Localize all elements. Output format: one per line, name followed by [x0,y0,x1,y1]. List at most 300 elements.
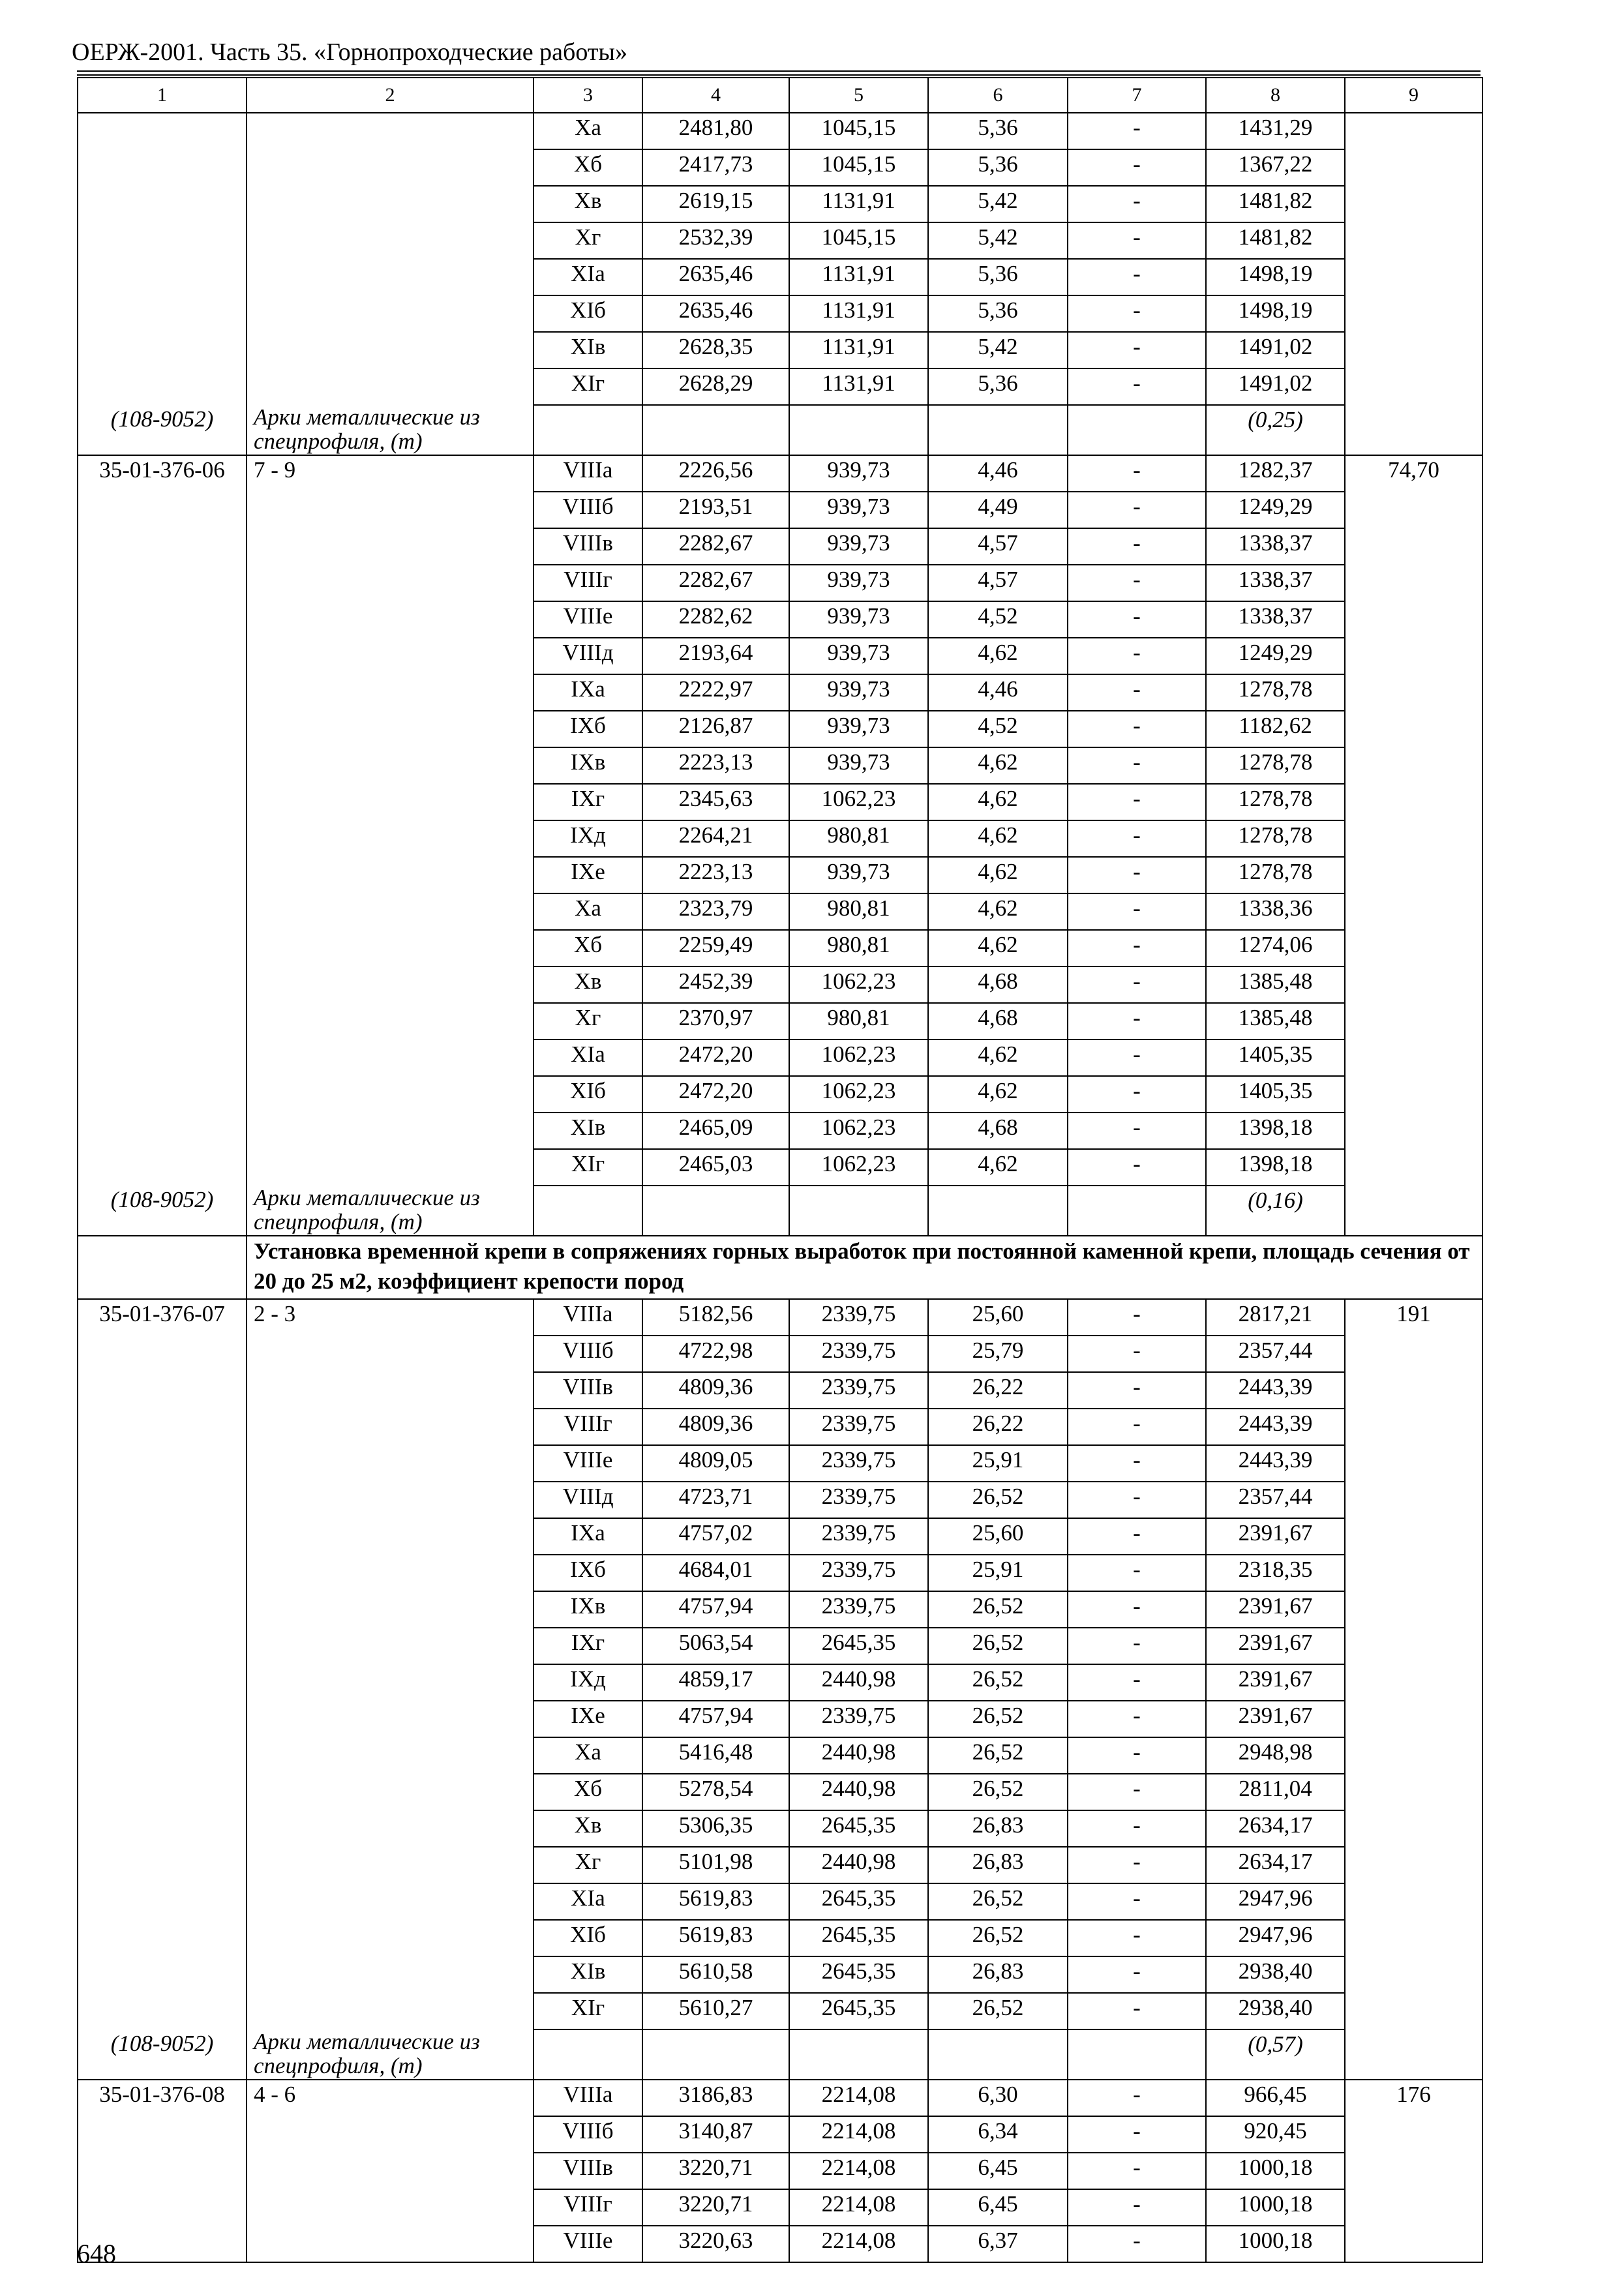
value-cell: - [1068,186,1206,222]
value-cell: 5306,35 [642,1810,789,1847]
value-cell: VIIIв [534,2153,642,2189]
column-9-value [1345,1628,1482,1664]
value-cell: 2391,67 [1206,1701,1345,1737]
material-row [78,1186,1482,1236]
value-cell: 4,62 [928,857,1068,893]
value-cell: 1182,62 [1206,711,1345,747]
empty-cell [1068,1186,1206,1236]
value-cell: 1062,23 [789,1040,928,1076]
value-cell: Xв [534,186,642,222]
value-cell: VIIIe [534,1445,642,1482]
value-cell: 939,73 [789,674,928,711]
table-row [78,295,1482,332]
value-cell: 4,49 [928,492,1068,528]
table-row [78,186,1482,222]
work-description [247,1555,534,1591]
value-cell: 25,91 [928,1445,1068,1482]
value-cell: VIIIв [534,1372,642,1409]
value-cell: 1498,19 [1206,259,1345,295]
column-9-value [1345,1993,1482,2029]
column-number: 1 [78,78,247,113]
value-cell: 2645,35 [789,1810,928,1847]
value-cell: - [1068,1774,1206,1810]
value-cell: 2357,44 [1206,1482,1345,1518]
value-cell: 2645,35 [789,1993,928,2029]
rate-code [78,1518,247,1555]
column-9-value [1345,1555,1482,1591]
value-cell: 26,83 [928,1810,1068,1847]
material-quantity: (0,16) [1206,1186,1345,1236]
table-row [78,674,1482,711]
rate-code [78,1113,247,1149]
value-cell: Xб [534,149,642,186]
value-cell: 1278,78 [1206,857,1345,893]
value-cell: 2472,20 [642,1040,789,1076]
value-cell: 1405,35 [1206,1076,1345,1113]
rate-code [78,492,247,528]
value-cell: 2481,80 [642,113,789,149]
value-cell: Xб [534,930,642,966]
value-cell: 1131,91 [789,186,928,222]
table-row [78,1555,1482,1591]
value-cell: 4684,01 [642,1555,789,1591]
value-cell: - [1068,1993,1206,2029]
value-cell: - [1068,638,1206,674]
column-9-value [1345,1482,1482,1518]
column-number: 3 [534,78,642,113]
value-cell: - [1068,1076,1206,1113]
value-cell: - [1068,295,1206,332]
value-cell: 25,60 [928,1518,1068,1555]
rate-code [78,1040,247,1076]
column-9-value [1345,1040,1482,1076]
value-cell: 1000,18 [1206,2226,1345,2262]
table-row [78,601,1482,638]
rate-code [78,1482,247,1518]
value-cell: VIIIe [534,2226,642,2262]
rates-table [77,77,1483,2263]
value-cell: 1062,23 [789,1149,928,1186]
material-name: Арки металлические из спецпрофиля, (т) [247,405,534,455]
value-cell: 2282,67 [642,565,789,601]
value-cell: 2391,67 [1206,1664,1345,1701]
column-9-value [1345,1076,1482,1113]
value-cell: 4,62 [928,930,1068,966]
value-cell: 939,73 [789,455,928,492]
value-cell: - [1068,1040,1206,1076]
value-cell: 5,42 [928,222,1068,259]
page-header-title: ОЕРЖ-2001. Часть 35. «Горнопроходческие работы» [72,38,627,66]
value-cell: 26,52 [928,1482,1068,1518]
column-9-value [1345,565,1482,601]
table-row [78,1409,1482,1445]
table-row [78,1003,1482,1040]
value-cell: XIa [534,259,642,295]
value-cell: - [1068,2080,1206,2116]
value-cell: 4,62 [928,1040,1068,1076]
rate-code [78,1076,247,1113]
rate-code [78,1555,247,1591]
work-description [247,1076,534,1113]
table-row [78,149,1482,186]
work-description [247,2153,534,2189]
value-cell: 2214,08 [789,2116,928,2153]
table-row [78,1701,1482,1737]
column-9-value [1345,930,1482,966]
table-row [78,1040,1482,1076]
value-cell: 2645,35 [789,1920,928,1956]
value-cell: 1405,35 [1206,1040,1345,1076]
column-number: 8 [1206,78,1345,113]
value-cell: 1045,15 [789,113,928,149]
value-cell: 2443,39 [1206,1445,1345,1482]
value-cell: 5,36 [928,259,1068,295]
column-9-value [1345,1591,1482,1628]
value-cell: XIб [534,295,642,332]
value-cell: - [1068,966,1206,1003]
value-cell: 26,52 [928,1701,1068,1737]
value-cell: VIIIб [534,1336,642,1372]
work-description [247,1518,534,1555]
value-cell: - [1068,1336,1206,1372]
section-spacer-cell [78,1236,247,1299]
value-cell: 2817,21 [1206,1299,1345,1336]
value-cell: 1045,15 [789,222,928,259]
value-cell: - [1068,1003,1206,1040]
value-cell: IXд [534,1664,642,1701]
value-cell: 2339,75 [789,1336,928,1372]
value-cell: 2259,49 [642,930,789,966]
value-cell: IXa [534,674,642,711]
value-cell: 4757,02 [642,1518,789,1555]
column-9-value [1345,1445,1482,1482]
value-cell: - [1068,1299,1206,1336]
material-code: (108-9052) [78,1186,247,1236]
work-description [247,149,534,186]
value-cell: 3140,87 [642,2116,789,2153]
column-9-value [1345,1664,1482,1701]
value-cell: 2223,13 [642,747,789,784]
column-number-row [78,78,1482,113]
value-cell: 26,52 [928,1737,1068,1774]
rate-code [78,2189,247,2226]
value-cell: 2193,51 [642,492,789,528]
rate-code [78,1409,247,1445]
work-description [247,930,534,966]
column-9-value [1345,1956,1482,1993]
value-cell: 2391,67 [1206,1628,1345,1664]
value-cell: - [1068,1883,1206,1920]
rate-code [78,1445,247,1482]
value-cell: VIIIa [534,2080,642,2116]
rate-code [78,820,247,857]
column-9-value [1345,601,1482,638]
value-cell: 2417,73 [642,149,789,186]
value-cell: IXв [534,1591,642,1628]
value-cell: - [1068,674,1206,711]
value-cell: 4,52 [928,711,1068,747]
value-cell: 2465,03 [642,1149,789,1186]
value-cell: 1000,18 [1206,2189,1345,2226]
work-description [247,1336,534,1372]
column-9-value [1345,784,1482,820]
value-cell: Xa [534,113,642,149]
rate-code [78,1149,247,1186]
value-cell: VIIIг [534,1409,642,1445]
table-row [78,711,1482,747]
value-cell: - [1068,2153,1206,2189]
value-cell: 1249,29 [1206,492,1345,528]
value-cell: IXд [534,820,642,857]
column-9-value [1345,1920,1482,1956]
rate-code [78,1956,247,1993]
value-cell: 939,73 [789,565,928,601]
value-cell: 2339,75 [789,1555,928,1591]
work-description [247,747,534,784]
value-cell: 1491,02 [1206,332,1345,368]
value-cell: 2634,17 [1206,1810,1345,1847]
value-cell: 2214,08 [789,2080,928,2116]
work-description [247,1591,534,1628]
value-cell: 1278,78 [1206,747,1345,784]
empty-cell [642,1186,789,1236]
value-cell: 2214,08 [789,2189,928,2226]
value-cell: 5,42 [928,332,1068,368]
work-description [247,1883,534,1920]
column-9-value [1345,259,1482,295]
value-cell: - [1068,149,1206,186]
empty-cell [928,1186,1068,1236]
rate-code [78,966,247,1003]
table-row [78,1336,1482,1372]
work-description [247,528,534,565]
column-9-value [1345,1113,1482,1149]
rate-code [78,1920,247,1956]
work-description [247,1993,534,2029]
value-cell: 6,34 [928,2116,1068,2153]
table-row [78,113,1482,149]
value-cell: 2635,46 [642,295,789,332]
column-number: 5 [789,78,928,113]
work-description [247,820,534,857]
material-code: (108-9052) [78,2029,247,2080]
work-description [247,1956,534,1993]
value-cell: 2645,35 [789,1956,928,1993]
value-cell: IXe [534,1701,642,1737]
value-cell: 4,62 [928,820,1068,857]
empty-cell [1068,405,1206,455]
header-rule-top [77,70,1481,72]
value-cell: - [1068,1409,1206,1445]
value-cell: 4809,05 [642,1445,789,1482]
value-cell: - [1068,1518,1206,1555]
column-9-value: 191 [1345,1299,1482,1336]
value-cell: XIa [534,1883,642,1920]
table-row [78,2080,1482,2116]
value-cell: 1131,91 [789,295,928,332]
rate-code [78,332,247,368]
rate-code [78,295,247,332]
rate-code [78,1591,247,1628]
value-cell: - [1068,1555,1206,1591]
value-cell: 4,46 [928,674,1068,711]
empty-cell [642,2029,789,2080]
material-name: Арки металлические из спецпрофиля, (т) [247,1186,534,1236]
value-cell: 4723,71 [642,1482,789,1518]
column-9-value [1345,1336,1482,1372]
value-cell: 2938,40 [1206,1956,1345,1993]
value-cell: 939,73 [789,857,928,893]
table-row [78,1445,1482,1482]
rate-code [78,1372,247,1409]
empty-cell [1345,405,1482,455]
value-cell: Xa [534,893,642,930]
work-description [247,1445,534,1482]
table-row [78,1774,1482,1810]
value-cell: 26,52 [928,1883,1068,1920]
value-cell: 5,36 [928,113,1068,149]
value-cell: 3220,71 [642,2153,789,2189]
value-cell: 25,60 [928,1299,1068,1336]
column-9-value [1345,1883,1482,1920]
column-9-value [1345,2116,1482,2153]
value-cell: - [1068,2116,1206,2153]
rate-code: 35-01-376-07 [78,1299,247,1336]
value-cell: 939,73 [789,528,928,565]
value-cell: 2339,75 [789,1445,928,1482]
rate-code [78,893,247,930]
value-cell: 939,73 [789,711,928,747]
value-cell: 4,62 [928,1076,1068,1113]
value-cell: Xг [534,1003,642,1040]
column-9-value [1345,1701,1482,1737]
work-description [247,966,534,1003]
rates-table-body [78,78,1482,2262]
page-number: 648 [77,2239,116,2268]
column-9-value [1345,332,1482,368]
empty-cell [534,405,642,455]
value-cell: 2264,21 [642,820,789,857]
value-cell: VIIIд [534,638,642,674]
rate-code [78,601,247,638]
work-description: 7 - 9 [247,455,534,492]
value-cell: 4859,17 [642,1664,789,1701]
value-cell: 2443,39 [1206,1409,1345,1445]
table-row [78,857,1482,893]
work-description [247,2116,534,2153]
work-description [247,601,534,638]
rate-code [78,1810,247,1847]
table-row [78,784,1482,820]
work-description [247,259,534,295]
work-description [247,113,534,149]
value-cell: - [1068,222,1206,259]
table-row [78,259,1482,295]
value-cell: 4,62 [928,893,1068,930]
column-9-value [1345,113,1482,149]
empty-cell [928,2029,1068,2080]
empty-cell [642,405,789,455]
value-cell: 1131,91 [789,259,928,295]
rate-code [78,149,247,186]
column-9-value: 176 [1345,2080,1482,2116]
rate-code [78,1336,247,1372]
value-cell: 6,45 [928,2153,1068,2189]
value-cell: - [1068,893,1206,930]
value-cell: 1062,23 [789,966,928,1003]
value-cell: 26,22 [928,1409,1068,1445]
column-9-value [1345,1810,1482,1847]
value-cell: 2339,75 [789,1701,928,1737]
value-cell: 2282,67 [642,528,789,565]
value-cell: 2628,35 [642,332,789,368]
value-cell: 2339,75 [789,1409,928,1445]
column-9-value [1345,893,1482,930]
value-cell: 2345,63 [642,784,789,820]
rate-code [78,930,247,966]
table-row [78,1920,1482,1956]
table-row [78,1956,1482,1993]
work-description [247,1664,534,1701]
value-cell: 2443,39 [1206,1372,1345,1409]
value-cell: 1338,37 [1206,601,1345,638]
column-number: 9 [1345,78,1482,113]
value-cell: 5278,54 [642,1774,789,1810]
value-cell: 2947,96 [1206,1920,1345,1956]
rate-code [78,711,247,747]
table-row [78,2226,1482,2262]
value-cell: 1338,37 [1206,565,1345,601]
value-cell: VIIIa [534,1299,642,1336]
column-9-value [1345,1372,1482,1409]
rate-code [78,368,247,405]
value-cell: 939,73 [789,601,928,638]
rate-code: 35-01-376-06 [78,455,247,492]
table-row [78,1883,1482,1920]
value-cell: 4757,94 [642,1701,789,1737]
value-cell: - [1068,1847,1206,1883]
work-description [247,857,534,893]
empty-cell [789,1186,928,1236]
work-description [247,492,534,528]
empty-cell [534,2029,642,2080]
work-description [247,638,534,674]
work-description [247,332,534,368]
value-cell: 4,62 [928,747,1068,784]
work-description [247,1003,534,1040]
value-cell: XIб [534,1920,642,1956]
work-description: 2 - 3 [247,1299,534,1336]
value-cell: IXг [534,784,642,820]
value-cell: 2339,75 [789,1591,928,1628]
table-row [78,1482,1482,1518]
value-cell: - [1068,2189,1206,2226]
value-cell: Xб [534,1774,642,1810]
value-cell: Xв [534,1810,642,1847]
value-cell: 1431,29 [1206,113,1345,149]
value-cell: 2628,29 [642,368,789,405]
value-cell: - [1068,1701,1206,1737]
value-cell: 939,73 [789,638,928,674]
table-row [78,1076,1482,1113]
value-cell: - [1068,455,1206,492]
value-cell: 1338,36 [1206,893,1345,930]
value-cell: 2370,97 [642,1003,789,1040]
work-description: 4 - 6 [247,2080,534,2116]
table-row [78,747,1482,784]
value-cell: 2619,15 [642,186,789,222]
value-cell: - [1068,820,1206,857]
